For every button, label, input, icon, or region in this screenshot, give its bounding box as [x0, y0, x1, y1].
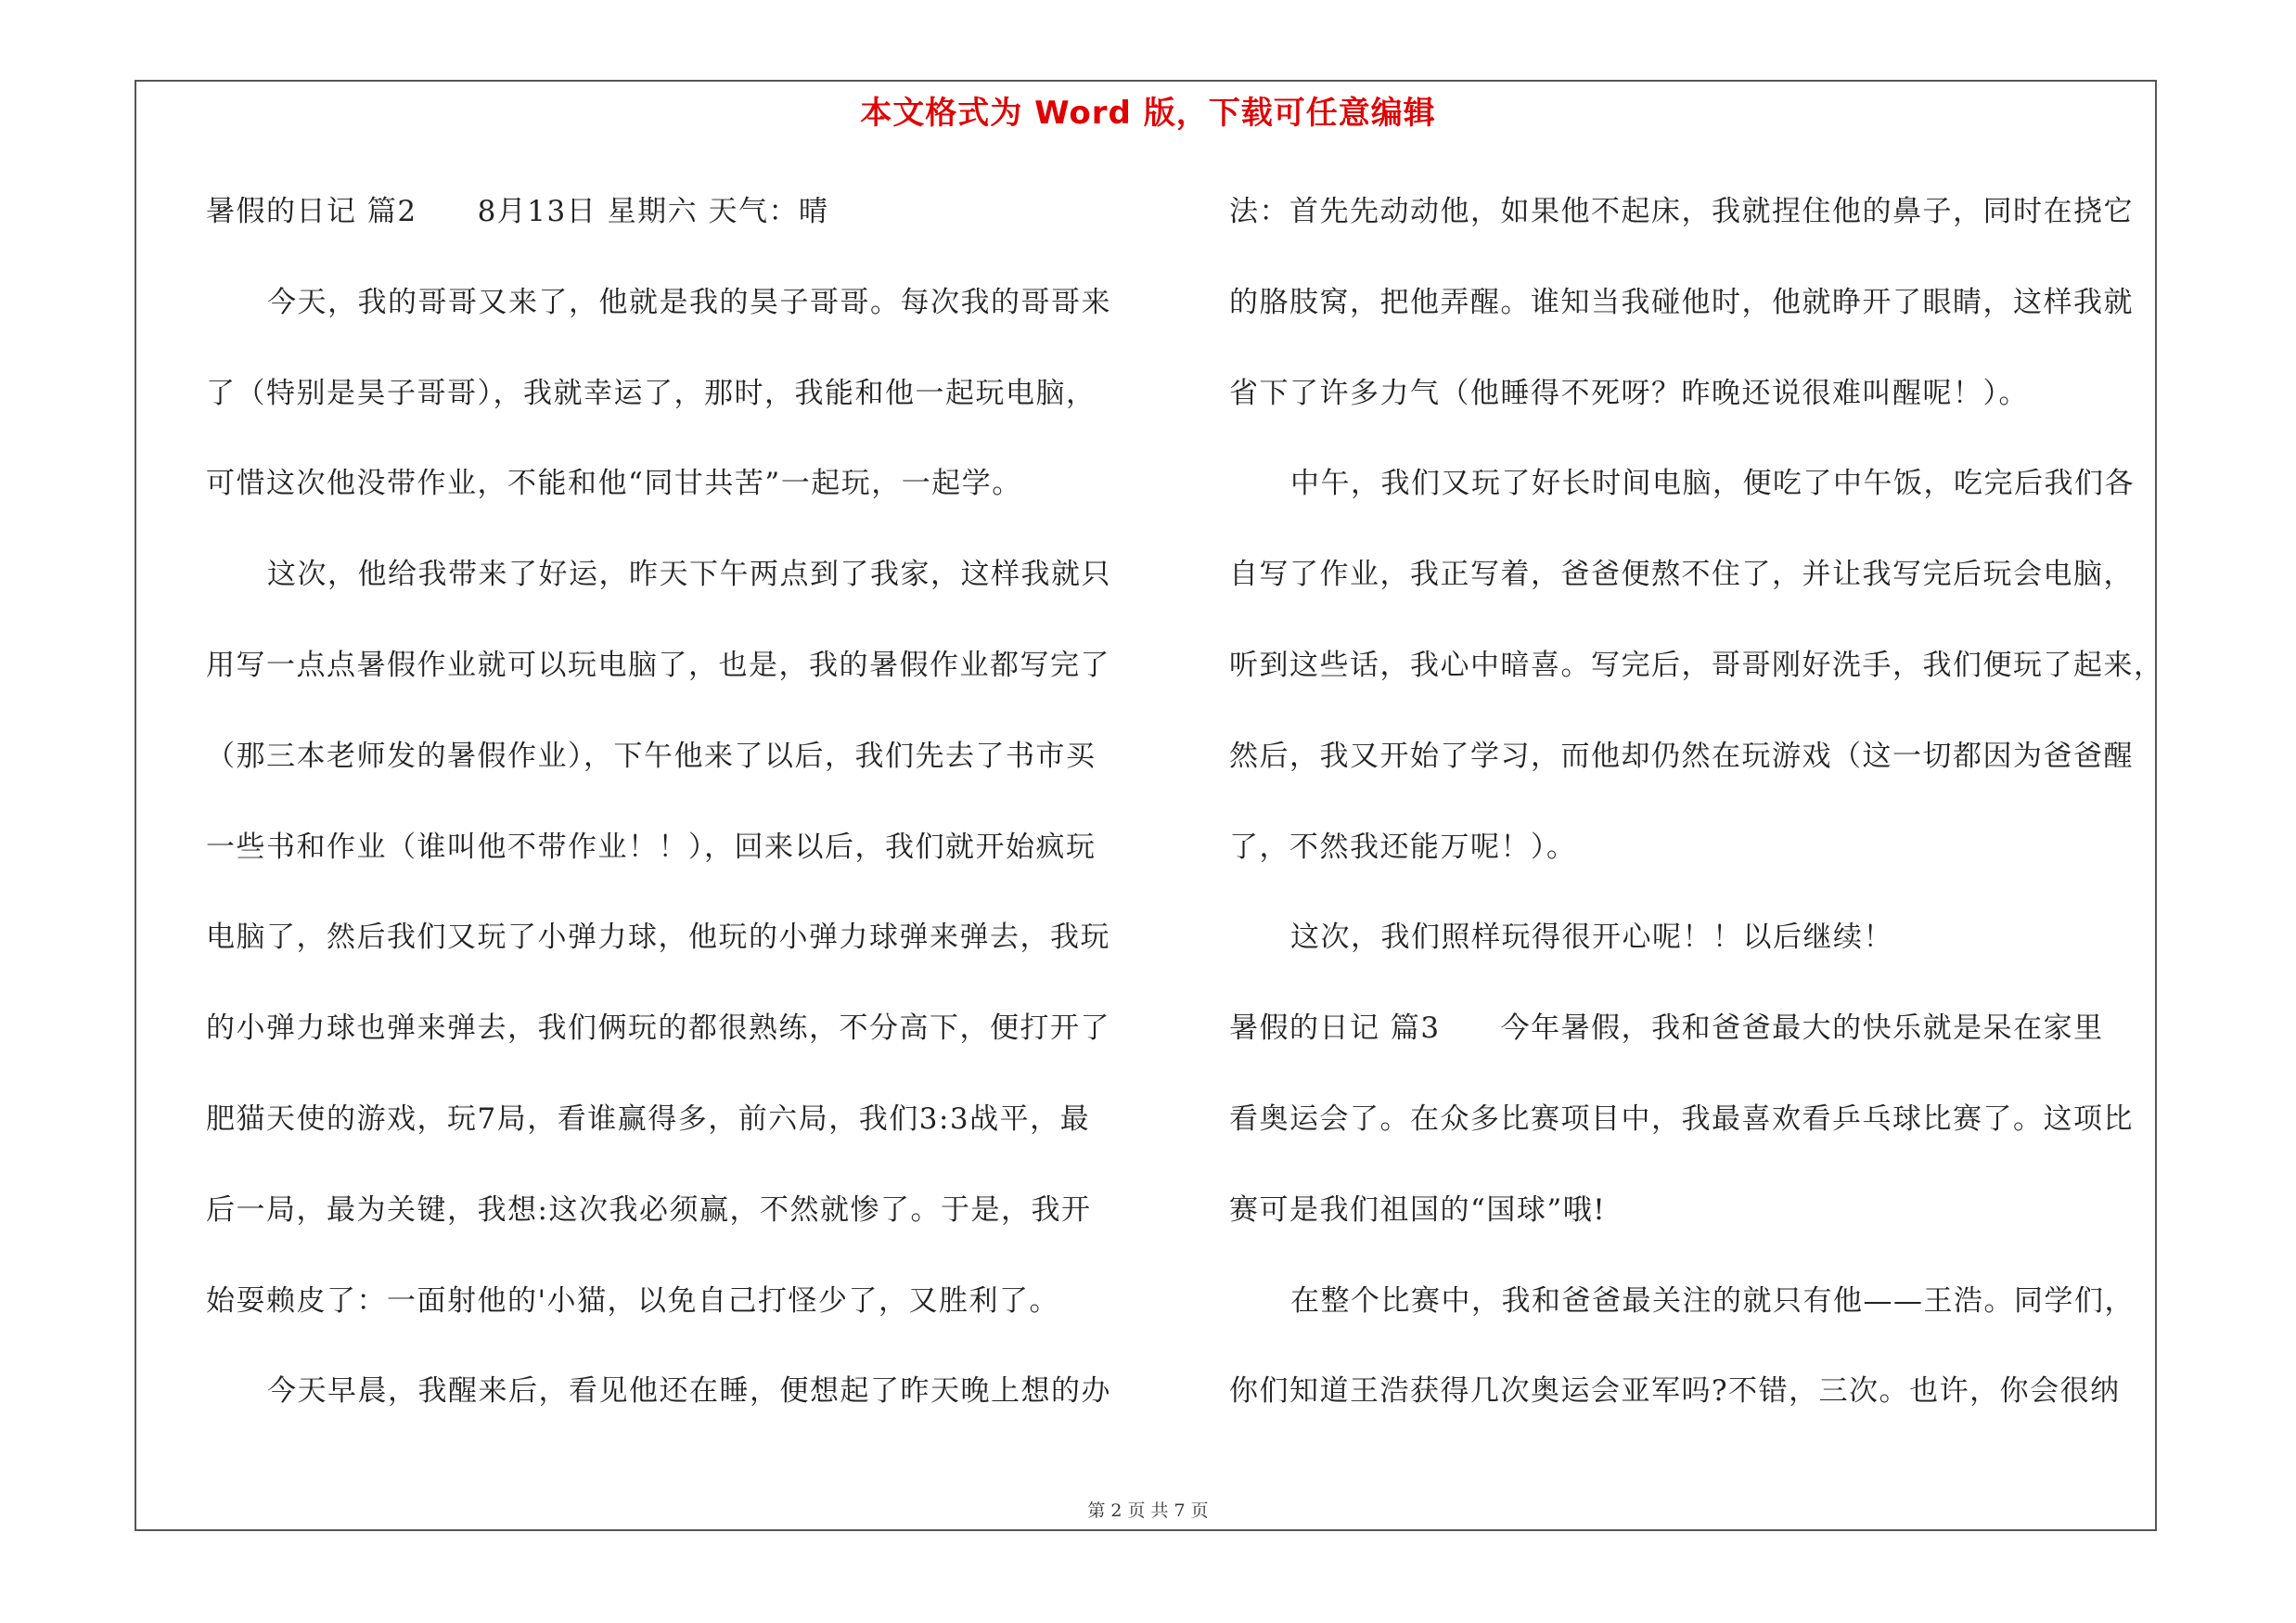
text-line: 肥猫天使的游戏，玩7局，看谁赢得多，前六局，我们3:3战平，最 — [206, 1101, 1091, 1136]
text-line: 省下了许多力气（他睡得不死呀？昨晚还说很难叫醒呢！）。 — [1229, 376, 2029, 410]
text-line: 法：首先先动动他，如果他不起床，我就捏住他的鼻子，同时在挠它 — [1229, 195, 2134, 228]
text-line: 自写了作业，我正写着，爸爸便熬不住了，并让我写完后玩会电脑， — [1229, 558, 2134, 592]
text-line: 一些书和作业（谁叫他不带作业！！），回来以后，我们就开始疯玩 — [206, 830, 1097, 864]
text-line: 这次，他给我带来了好运，昨天下午两点到了我家，这样我就只 — [267, 558, 1111, 592]
text-line: 了，不然我还能万呢！）。 — [1229, 830, 1577, 864]
text-line: 中午，我们又玩了好长时间电脑，便吃了中午饭，吃完后我们各 — [1290, 467, 2135, 501]
text-line: 的小弹力球也弹来弹去，我们俩玩的都很熟练，不分高下，便打开了 — [206, 1011, 1110, 1046]
text-line: 今天，我的哥哥又来了，他就是我的昊子哥哥。每次我的哥哥来 — [267, 285, 1111, 319]
text-line: 用写一点点暑假作业就可以玩电脑了，也是，我的暑假作业都写完了 — [206, 648, 1110, 682]
text-line: 这次，我们照样玩得很开心呢！！以后继续！ — [1290, 921, 1893, 955]
text-line: 电脑了，然后我们又玩了小弹力球，他玩的小弹力球弹来弹去，我玩 — [206, 921, 1110, 955]
text-line: 你们知道王浩获得几次奥运会亚军吗?不错，三次。也许，你会很纳 — [1229, 1374, 2121, 1409]
left-text-column — [206, 187, 1134, 1458]
text-line: 的胳肢窝，把他弄醒。谁知当我碰他时，他就睁开了眼睛，这样我就 — [1229, 285, 2134, 319]
text-line: 始耍赖皮了：一面射他的'小猫，以免自己打怪少了，又胜利了。 — [206, 1283, 1060, 1318]
text-line: 看奥运会了。在众多比赛项目中，我最喜欢看乒乓球比赛了。这项比 — [1229, 1101, 2134, 1136]
text-line: 可惜这次他没带作业，不能和他“同甘共苦”一起玩，一起学。 — [206, 467, 1022, 501]
text-line: 今天早晨，我醒来后，看见他还在睡，便想起了昨天晚上想的办 — [267, 1374, 1111, 1409]
page-number-footer: 第 2 页 共 7 页 — [1087, 1501, 1209, 1521]
text-line: （那三本老师发的暑假作业），下午他来了以后，我们先去了书市买 — [206, 739, 1097, 773]
text-line: 赛可是我们祖国的“国球”哦! — [1229, 1192, 1607, 1227]
right-text-column — [1229, 187, 2166, 1458]
text-line: 暑假的日记 篇3 今年暑假，我和爸爸最大的快乐就是呆在家里 — [1229, 1011, 2104, 1046]
text-line: 后一局，最为关键，我想:这次我必须赢，不然就惨了。于是，我开 — [206, 1192, 1092, 1227]
text-line: 暑假的日记 篇2 8月13日 星期六 天气：晴 — [206, 195, 829, 228]
word-format-banner: 本文格式为 Word 版，下载可任意编辑 — [860, 95, 1436, 132]
text-line: 然后，我又开始了学习，而他却仍然在玩游戏（这一切都因为爸爸醒 — [1229, 739, 2134, 773]
text-line: 在整个比赛中，我和爸爸最关注的就只有他——王浩。同学们， — [1290, 1283, 2135, 1318]
text-line: 了（特别是昊子哥哥），我就幸运了，那时，我能和他一起玩电脑， — [206, 376, 1097, 410]
text-line: 听到这些话，我心中暗喜。写完后，哥哥刚好洗手，我们便玩了起来， — [1229, 648, 2164, 682]
